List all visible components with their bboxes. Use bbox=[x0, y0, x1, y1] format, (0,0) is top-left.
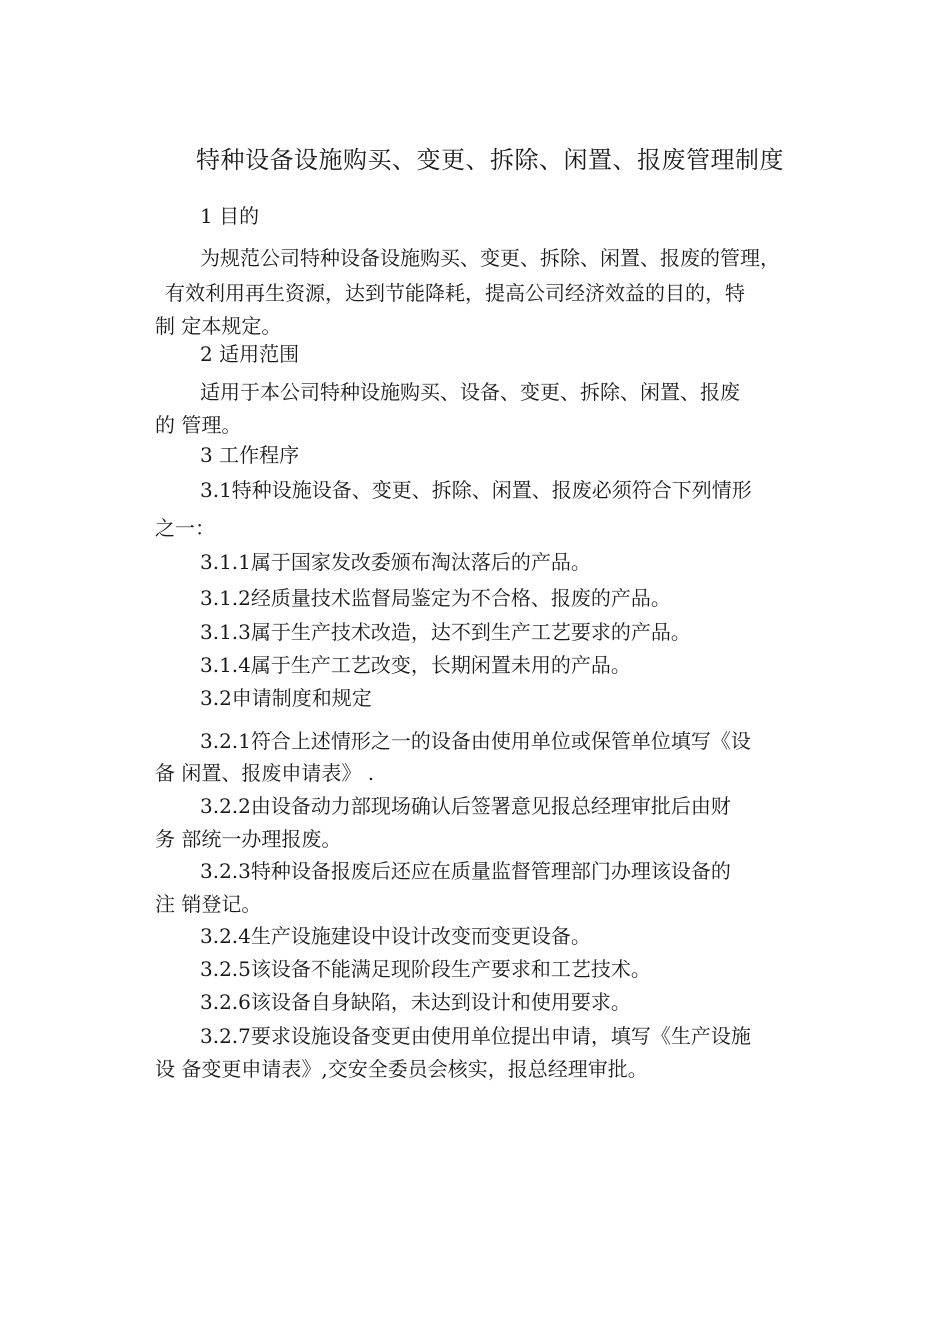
list-item: 3.2.7要求设施设备变更由使用单位提出申请，填写《生产设施 bbox=[200, 1024, 751, 1048]
paragraph-line: 有效利用再生资源，达到节能降耗，提高公司经济效益的目的，特 bbox=[165, 281, 745, 305]
paragraph-line: 设 备变更申请表》,交安全委员会核实，报总经理审批。 bbox=[155, 1057, 648, 1081]
section-heading-procedure: 3 工作程序 bbox=[200, 443, 300, 467]
list-item: 3.1.2经质量技术监督局鉴定为不合格、报废的产品。 bbox=[200, 586, 671, 610]
list-item: 3.2.5该设备不能满足现阶段生产要求和工艺技术。 bbox=[200, 957, 651, 981]
document-title: 特种设备设施购买、变更、拆除、闲置、报废管理制度 bbox=[196, 146, 784, 174]
list-item: 3.2.3特种设备报废后还应在质量监督管理部门办理该设备的 bbox=[200, 859, 731, 883]
list-item: 3.1.3属于生产技术改造，达不到生产工艺要求的产品。 bbox=[200, 620, 691, 644]
section-heading-purpose: 1 目的 bbox=[200, 204, 260, 228]
paragraph-line: 注 销登记。 bbox=[155, 892, 262, 916]
section-heading-scope: 2 适用范围 bbox=[200, 342, 300, 366]
list-item: 3.2.1符合上述情形之一的设备由使用单位或保管单位填写《设 bbox=[200, 729, 751, 753]
list-item: 3.1.4属于生产工艺改变，长期闲置未用的产品。 bbox=[200, 653, 631, 677]
paragraph-line: 之一： bbox=[155, 516, 215, 540]
paragraph-line: 为规范公司特种设备设施购买、变更、拆除、闲置、报废的管理， bbox=[200, 246, 780, 270]
list-item: 3.1.1属于国家发改委颁布淘汰落后的产品。 bbox=[200, 550, 591, 574]
paragraph-line: 的 管理。 bbox=[155, 413, 242, 437]
paragraph-line: 备 闲置、报废申请表》 . bbox=[155, 761, 375, 785]
list-item: 3.2.4生产设施建设中设计改变而变更设备。 bbox=[200, 924, 591, 948]
list-item: 3.2.2由设备动力部现场确认后签署意见报总经理审批后由财 bbox=[200, 794, 731, 818]
subsection-heading: 3.2申请制度和规定 bbox=[200, 686, 372, 710]
paragraph-line: 务 部统一办理报废。 bbox=[155, 827, 342, 851]
paragraph-line: 制 定本规定。 bbox=[155, 314, 282, 338]
paragraph-line: 3.1特种设施设备、变更、拆除、闲置、报废必须符合下列情形 bbox=[200, 478, 752, 502]
paragraph-line: 适用于本公司特种设施购买、设备、变更、拆除、闲置、报废 bbox=[200, 380, 740, 404]
list-item: 3.2.6该设备自身缺陷，未达到设计和使用要求。 bbox=[200, 990, 631, 1014]
